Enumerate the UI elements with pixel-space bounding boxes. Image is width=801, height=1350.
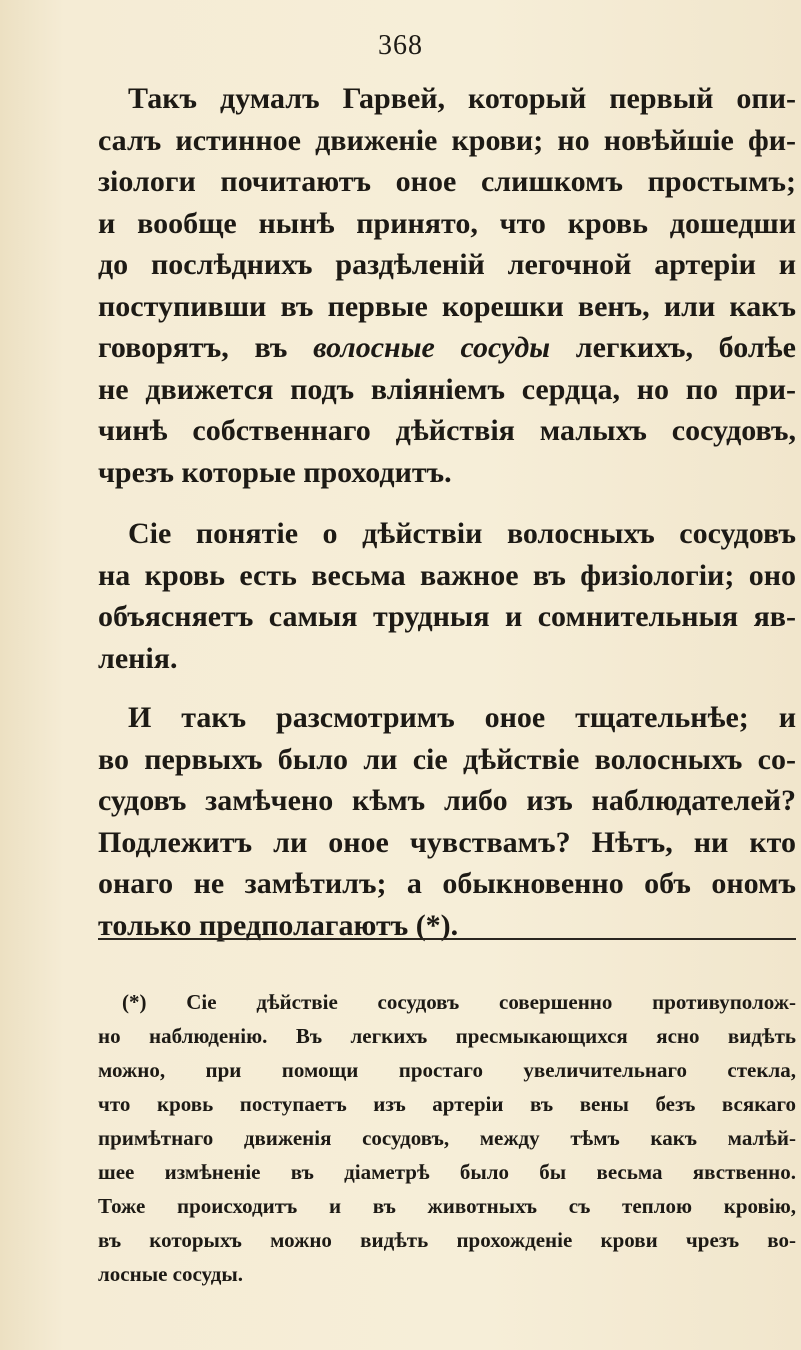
text-line: И такъ разсмотримъ оное тщательнѣе; и — [128, 701, 796, 734]
text-line: на кровь есть весьма важное въ физіологіи; оно — [98, 558, 796, 592]
footnote-line: Тоже происходитъ и въ животныхъ съ теплою кровію, — [98, 1194, 796, 1218]
footnote-line: шее измѣненіе въ діаметрѣ было бы весьма явственно. — [98, 1160, 796, 1184]
text-line: только предполагаютъ (*). — [98, 908, 459, 942]
footnote — [98, 985, 796, 1291]
text-line: Сіе понятіе о дѣйствіи волосныхъ сосудовъ — [128, 517, 796, 550]
footnote-line: но наблюденію. Въ легкихъ пресмыкающихся ясно видѣть — [98, 1024, 796, 1048]
text-line: зіологи почитаютъ оное слишкомъ простымъ; — [98, 165, 796, 198]
text-line: салъ истинное движеніе крови; но новѣйшіе фи- — [98, 123, 796, 157]
text-line: чрезъ которые проходитъ. — [98, 455, 452, 489]
text-fragment: легкихъ, болѣе — [575, 331, 796, 364]
text-line-mixed — [98, 327, 796, 369]
footnote-line: лосные сосуды. — [98, 1262, 243, 1286]
footnote-line: примѣтнаго движенія сосудовъ, между тѣмъ какъ малѣй- — [98, 1126, 796, 1150]
footnote-line: что кровь поступаетъ изъ артеріи въ вены безъ всякаго — [98, 1092, 796, 1116]
main-text — [98, 78, 796, 946]
text-line: поступивши въ первые корешки венъ, или какъ — [98, 289, 796, 323]
text-line: до послѣднихъ раздѣленій легочной артеріи и — [98, 248, 796, 281]
text-line: не движется подъ вліяніемъ сердца, но по при- — [98, 372, 796, 406]
text-line: во первыхъ было ли сіе дѣйствіе волосныхъ со- — [98, 742, 796, 776]
text-line: Подлежитъ ли оное чувствамъ? Нѣтъ, ни кто — [98, 825, 796, 859]
text-line: Такъ думалъ Гарвей, который первый опи- — [128, 82, 796, 115]
footnote-line: въ которыхъ можно видѣть прохожденіе крови чрезъ во- — [98, 1228, 796, 1252]
italic-phrase: волосные сосуды — [313, 331, 551, 364]
page-number: 368 — [378, 30, 423, 61]
text-line: онаго не замѣтилъ; а обыкновенно объ ономъ — [98, 867, 796, 900]
footnote-line: (*) Сіе дѣйствіе сосудовъ совершенно противуполож- — [122, 990, 796, 1014]
paragraph-2 — [98, 513, 796, 679]
footnote-line: можно, при помощи простаго увеличительнаго стекла, — [98, 1058, 796, 1082]
text-line: чинѣ собственнаго дѣйствія малыхъ сосудовъ, — [98, 414, 796, 447]
text-line: ленія. — [98, 641, 178, 675]
text-line: объясняетъ самыя трудныя и сомнительныя яв- — [98, 600, 796, 633]
text-line: судовъ замѣчено кѣмъ либо изъ наблюдателей? — [98, 784, 796, 817]
text-line: и вообще нынѣ принято, что кровь дошедши — [98, 206, 796, 240]
footnote-divider — [98, 938, 796, 940]
text-fragment: говорятъ, въ — [98, 331, 288, 364]
paragraph-3 — [98, 697, 796, 946]
paragraph-1 — [98, 78, 796, 493]
